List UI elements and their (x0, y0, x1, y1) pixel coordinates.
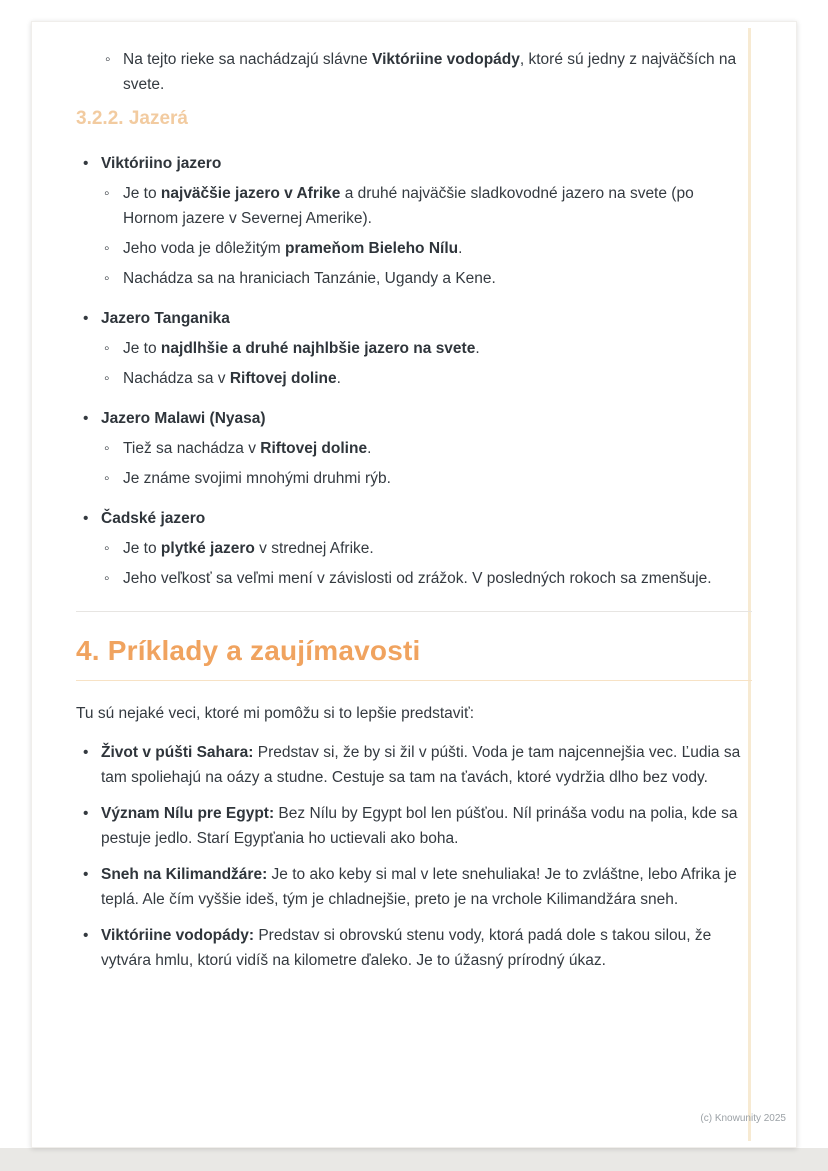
lake-item-cadske (76, 506, 752, 591)
lake-facts-list (101, 336, 752, 391)
lake-title: Viktóriino jazero (101, 155, 222, 172)
lake-fact: ◦ Nachádza sa na hraniciach Tanzánie, Ugandy a Kene. (101, 266, 752, 291)
lake-facts-list (101, 181, 752, 291)
lake-fact: ◦ Jeho veľkosť sa veľmi mení v závislosti od zrážok. V posledných rokoch sa zmenšuje. (101, 566, 752, 591)
lake-fact: ◦ Jeho voda je dôležitým prameňom Bieleho Nílu. (101, 236, 752, 261)
example-item-vodopady: • Viktóriine vodopády: Predstav si obrovskú stenu vody, ktorá padá dole s takou silou, že vytvára hmlu, ktorú vidíš na kilometre ďaleko. Je to úžasný prírodný úkaz. (76, 923, 752, 973)
lake-title: Jazero Tanganika (101, 310, 230, 327)
example-item-nil: • Význam Nílu pre Egypt: Bez Nílu by Egypt bol len púšťou. Níl prináša vodu na polia, kde sa pestuje jedlo. Starí Egypťania ho uctievali ako boha. (76, 801, 752, 851)
river-note-item: ◦ Na tejto rieke sa nachádzajú slávne Viktóriine vodopády, ktoré sú jedny z najväčších na svete. (76, 47, 752, 97)
lake-item-viktoriino (76, 151, 752, 291)
lake-fact: ◦ Je známe svojimi mnohými druhmi rýb. (101, 466, 752, 491)
lake-fact: ◦ Nachádza sa v Riftovej doline. (101, 366, 752, 391)
lake-fact: ◦ Je to najväčšie jazero v Afrike a druhé najväčšie sladkovodné jazero na svete (po Hornom jazere v Severnej Amerike). (101, 181, 752, 231)
page-content (76, 47, 752, 1147)
examples-section-heading: 4. Príklady a zaujímavosti (76, 634, 752, 681)
lake-fact: ◦ Je to plytké jazero v strednej Afrike. (101, 536, 752, 561)
lake-fact: ◦ Je to najdlhšie a druhé najhlbšie jazero na svete. (101, 336, 752, 361)
lake-fact: ◦ Tiež sa nachádza v Riftovej doline. (101, 436, 752, 461)
section-divider (76, 611, 752, 612)
lake-item-malawi (76, 406, 752, 491)
footer-copyright: (c) Knowunity 2025 (700, 1113, 786, 1124)
examples-intro-paragraph: Tu sú nejaké veci, ktoré mi pomôžu si to lepšie predstaviť: (76, 705, 475, 722)
document-page (31, 21, 797, 1148)
lake-title: Čadské jazero (101, 510, 206, 527)
lake-item-tanganika (76, 306, 752, 391)
example-item-sahara: • Život v púšti Sahara: Predstav si, že by si žil v púšti. Voda je tam najcennejšia vec. Ľudia sa tam spoliehajú na oázy a studne. Cestuje sa tam na ťavách, ktoré vydržia dlho bez vody. (76, 740, 752, 790)
lake-facts-list (101, 436, 752, 491)
lake-facts-list (101, 536, 752, 591)
page-bottom-shadow (0, 1148, 828, 1171)
river-note-list (76, 47, 752, 97)
lake-title: Jazero Malawi (Nyasa) (101, 410, 266, 427)
examples-list (76, 740, 752, 973)
lakes-list (76, 151, 752, 591)
example-item-kilimandzaro: • Sneh na Kilimandžáre: Je to ako keby si mal v lete snehuliaka! Je to zvláštne, lebo Afrika je teplá. Ale čím vyššie ideš, tým je chladnejšie, preto je na vrchole Kilimandžára sneh. (76, 862, 752, 912)
lakes-section-heading: 3.2.2. Jazerá (76, 108, 188, 129)
